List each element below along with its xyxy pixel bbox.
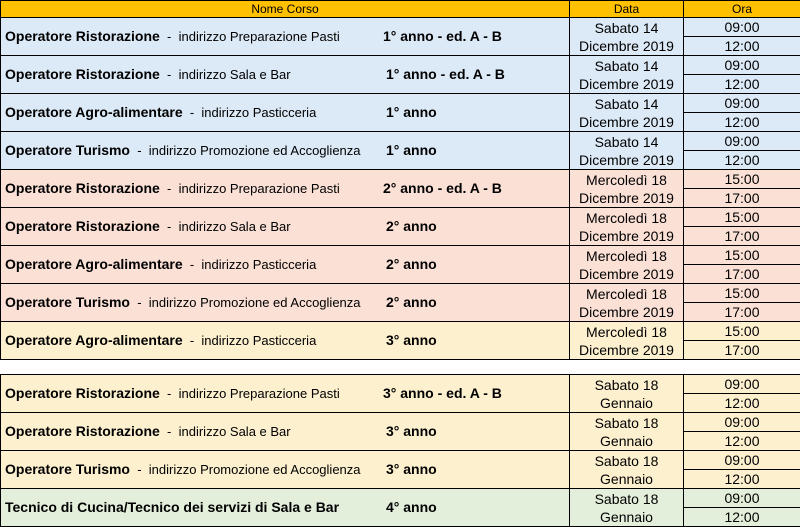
time-cell: [684, 284, 800, 322]
course-title: Operatore Agro-alimentare - indirizzo Pasticceria: [5, 104, 316, 120]
date-day: Mercoledì 18: [570, 323, 683, 341]
time-end: 12:00: [684, 113, 800, 131]
header-time: Ora: [684, 1, 800, 18]
date-month: Gennaio: [570, 508, 683, 526]
date-day: Sabato 18: [570, 414, 683, 432]
table-row: [1, 132, 800, 170]
course-cell: [1, 208, 570, 246]
date-day: Mercoledì 18: [570, 171, 683, 189]
date-month: Dicembre 2019: [570, 227, 683, 245]
course-year: 1° anno - ed. A - B: [383, 28, 502, 44]
time-end: 17:00: [684, 303, 800, 321]
course-address: indirizzo Promozione ed Accoglienza: [149, 462, 361, 477]
header-row: [1, 1, 800, 18]
date-cell: [570, 208, 684, 246]
course-name: Operatore Ristorazione: [5, 218, 160, 234]
date-month: Dicembre 2019: [570, 37, 683, 55]
date-month: Gennaio: [570, 470, 683, 488]
time-start: 15:00: [684, 246, 800, 265]
date-cell: [570, 170, 684, 208]
course-year: 1° anno - ed. A - B: [386, 66, 505, 82]
date-month: Dicembre 2019: [570, 303, 683, 321]
date-cell: [570, 132, 684, 170]
table-row: [1, 413, 800, 451]
time-end: 12:00: [684, 470, 800, 488]
time-end: 12:00: [684, 75, 800, 93]
date-cell: [570, 413, 684, 451]
course-title: Operatore Agro-alimentare - indirizzo Pasticceria: [5, 256, 316, 272]
time-cell: [684, 375, 800, 413]
course-name: Operatore Agro-alimentare: [5, 332, 183, 348]
time-start: 15:00: [684, 170, 800, 189]
course-title: Operatore Ristorazione - indirizzo Preparazione Pasti: [5, 28, 340, 44]
time-start: 09:00: [684, 56, 800, 75]
time-end: 12:00: [684, 432, 800, 450]
date-month: Dicembre 2019: [570, 265, 683, 283]
course-name: Operatore Turismo: [5, 294, 130, 310]
time-cell: [684, 451, 800, 489]
date-cell: [570, 246, 684, 284]
table-row: [1, 170, 800, 208]
time-end: 17:00: [684, 227, 800, 245]
time-cell: [684, 56, 800, 94]
course-address: indirizzo Pasticceria: [201, 257, 316, 272]
course-name: Operatore Ristorazione: [5, 423, 160, 439]
time-end: 12:00: [684, 508, 800, 526]
course-cell: [1, 132, 570, 170]
course-year: 1° anno: [386, 142, 437, 158]
time-start: 09:00: [684, 132, 800, 151]
course-cell: [1, 94, 570, 132]
date-day: Sabato 18: [570, 376, 683, 394]
course-year: 3° anno: [386, 461, 437, 477]
time-cell: [684, 18, 800, 56]
date-day: Mercoledì 18: [570, 247, 683, 265]
date-cell: [570, 322, 684, 360]
date-month: Gennaio: [570, 394, 683, 412]
course-address: indirizzo Pasticceria: [201, 333, 316, 348]
time-start: 09:00: [684, 375, 800, 394]
course-address: indirizzo Promozione ed Accoglienza: [149, 295, 361, 310]
date-month: Dicembre 2019: [570, 113, 683, 131]
time-start: 15:00: [684, 208, 800, 227]
course-cell: [1, 18, 570, 56]
course-year: 2° anno: [386, 256, 437, 272]
table-row: [1, 284, 800, 322]
date-day: Sabato 14: [570, 95, 683, 113]
date-day: Sabato 18: [570, 490, 683, 508]
time-start: 09:00: [684, 18, 800, 37]
date-month: Dicembre 2019: [570, 151, 683, 169]
course-year: 3° anno: [386, 423, 437, 439]
course-title: Operatore Ristorazione - indirizzo Sala e Bar: [5, 423, 291, 439]
table-row: [1, 489, 800, 527]
course-year: 4° anno: [386, 499, 437, 515]
time-cell: [684, 94, 800, 132]
table-row: [1, 322, 800, 360]
time-end: 12:00: [684, 151, 800, 169]
header-date: Data: [570, 1, 684, 18]
course-name: Operatore Ristorazione: [5, 385, 160, 401]
course-name: Operatore Agro-alimentare: [5, 104, 183, 120]
time-cell: [684, 246, 800, 284]
course-name: Tecnico di Cucina/Tecnico dei servizi di Sala e Bar: [5, 499, 339, 515]
course-title: Operatore Ristorazione - indirizzo Preparazione Pasti: [5, 385, 340, 401]
course-name: Operatore Ristorazione: [5, 66, 160, 82]
course-title: Operatore Turismo - indirizzo Promozione ed Accoglienza: [5, 142, 361, 158]
course-address: indirizzo Preparazione Pasti: [179, 29, 340, 44]
time-cell: [684, 322, 800, 360]
date-cell: [570, 284, 684, 322]
time-end: 17:00: [684, 265, 800, 283]
date-month: Dicembre 2019: [570, 75, 683, 93]
course-cell: [1, 322, 570, 360]
course-cell: [1, 375, 570, 413]
course-title: Operatore Agro-alimentare - indirizzo Pasticceria: [5, 332, 316, 348]
time-cell: [684, 170, 800, 208]
course-name: Operatore Ristorazione: [5, 28, 160, 44]
time-start: 15:00: [684, 284, 800, 303]
course-year: 3° anno: [386, 332, 437, 348]
date-cell: [570, 375, 684, 413]
date-cell: [570, 489, 684, 527]
course-title: Operatore Turismo - indirizzo Promozione ed Accoglienza: [5, 461, 361, 477]
time-start: 15:00: [684, 322, 800, 341]
course-address: indirizzo Sala e Bar: [179, 67, 291, 82]
course-year: 2° anno - ed. A - B: [383, 180, 502, 196]
date-day: Sabato 14: [570, 133, 683, 151]
course-title: Operatore Ristorazione - indirizzo Sala e Bar: [5, 66, 291, 82]
course-title: [5, 499, 339, 515]
course-address: indirizzo Preparazione Pasti: [179, 386, 340, 401]
course-year: 3° anno - ed. A - B: [383, 385, 502, 401]
course-address: indirizzo Sala e Bar: [179, 424, 291, 439]
course-year: 2° anno: [386, 294, 437, 310]
course-title: Operatore Turismo - indirizzo Promozione ed Accoglienza: [5, 294, 361, 310]
date-month: Gennaio: [570, 432, 683, 450]
date-day: Sabato 14: [570, 19, 683, 37]
date-cell: [570, 451, 684, 489]
course-year: 1° anno: [386, 104, 437, 120]
time-end: 17:00: [684, 189, 800, 207]
time-cell: [684, 413, 800, 451]
schedule-table-2: [0, 374, 800, 527]
course-address: indirizzo Sala e Bar: [179, 219, 291, 234]
table-row: [1, 246, 800, 284]
date-day: Sabato 18: [570, 452, 683, 470]
date-day: Mercoledì 18: [570, 285, 683, 303]
table-row: [1, 94, 800, 132]
time-end: 17:00: [684, 341, 800, 359]
time-start: 09:00: [684, 451, 800, 470]
table-row: [1, 375, 800, 413]
time-end: 12:00: [684, 394, 800, 412]
course-cell: [1, 489, 570, 527]
time-cell: [684, 489, 800, 527]
time-start: 09:00: [684, 413, 800, 432]
time-cell: [684, 132, 800, 170]
header-course-name: Nome Corso: [1, 1, 570, 18]
course-year: 2° anno: [386, 218, 437, 234]
table-row: [1, 208, 800, 246]
course-address: indirizzo Preparazione Pasti: [179, 181, 340, 196]
course-address: indirizzo Pasticceria: [201, 105, 316, 120]
time-cell: [684, 208, 800, 246]
date-day: Mercoledì 18: [570, 209, 683, 227]
course-name: Operatore Agro-alimentare: [5, 256, 183, 272]
table-row: [1, 451, 800, 489]
course-cell: [1, 246, 570, 284]
date-cell: [570, 94, 684, 132]
date-month: Dicembre 2019: [570, 189, 683, 207]
time-start: 09:00: [684, 94, 800, 113]
table-row: [1, 56, 800, 94]
course-title: Operatore Ristorazione - indirizzo Sala e Bar: [5, 218, 291, 234]
date-cell: [570, 56, 684, 94]
course-name: Operatore Turismo: [5, 142, 130, 158]
course-name: Operatore Turismo: [5, 461, 130, 477]
date-month: Dicembre 2019: [570, 341, 683, 359]
table-row: [1, 18, 800, 56]
date-day: Sabato 14: [570, 57, 683, 75]
course-cell: [1, 451, 570, 489]
time-start: 09:00: [684, 489, 800, 508]
course-cell: [1, 413, 570, 451]
date-cell: [570, 18, 684, 56]
course-cell: [1, 56, 570, 94]
course-title: Operatore Ristorazione - indirizzo Preparazione Pasti: [5, 180, 340, 196]
course-cell: [1, 170, 570, 208]
time-end: 12:00: [684, 37, 800, 55]
course-cell: [1, 284, 570, 322]
course-address: indirizzo Promozione ed Accoglienza: [149, 143, 361, 158]
course-name: Operatore Ristorazione: [5, 180, 160, 196]
